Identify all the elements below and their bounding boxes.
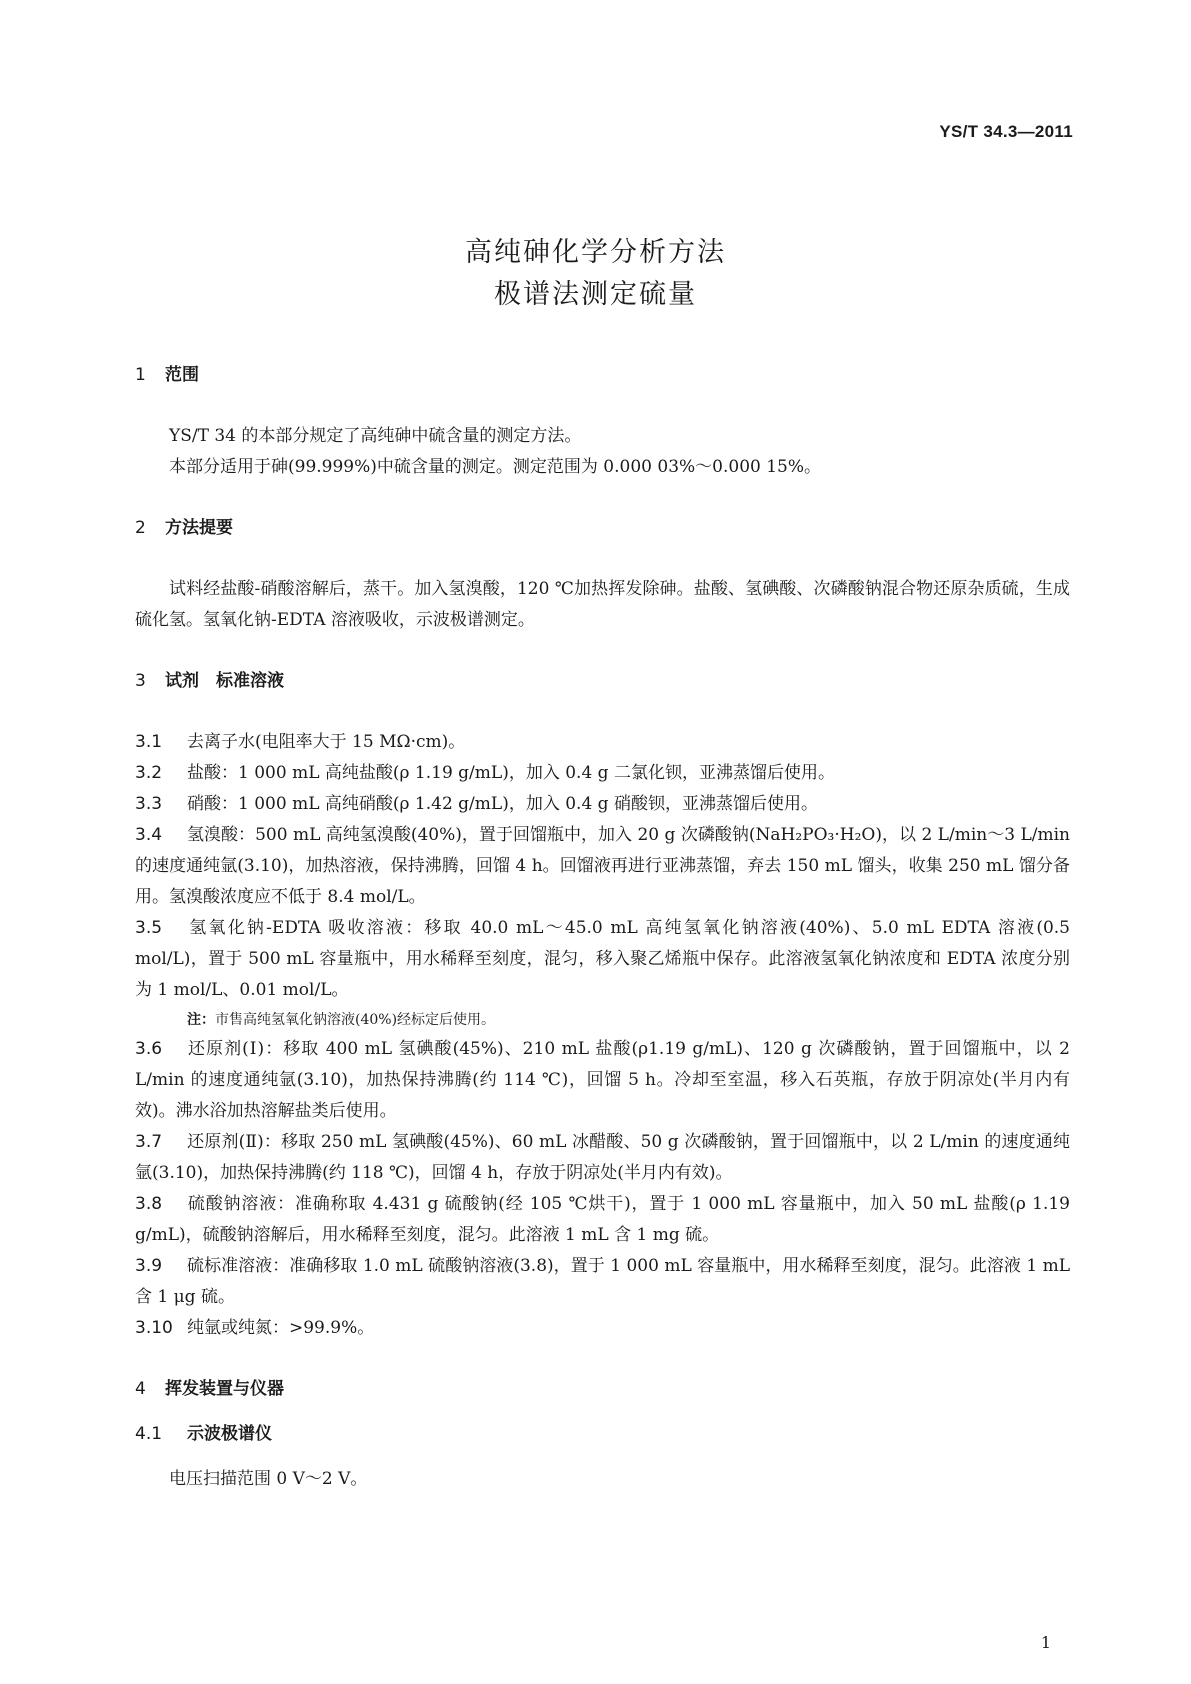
paragraph: YS/T 34 的本部分规定了高纯砷中硫含量的测定方法。 xyxy=(169,426,582,446)
reagent-item xyxy=(135,913,1070,1006)
paragraph: 本部分适用于砷(99.999%)中硫含量的测定。测定范围为 0.000 03%～0.000 15%。 xyxy=(169,457,822,477)
item-text: 纯氩或纯氮：>99.9%。 xyxy=(187,1318,375,1338)
reagent-item xyxy=(135,758,1070,789)
subsection-title: 示波极谱仪 xyxy=(187,1424,272,1444)
standard-code: YS/T 34.3—2011 xyxy=(939,122,1073,141)
item-number: 3.2 xyxy=(135,763,163,783)
item-text: 还原剂(Ⅰ)：移取 400 mL 氢碘酸(45%)、210 mL 盐酸(ρ1.19 g/mL)、120 g 次磷酸钠，置于回馏瓶中，以 2 L/min 的速度通纯氩(3.10)，加热保持沸腾(约 114 ℃)，回馏 5 h。冷却至室温，移入石英瓶，存放于阴凉处(半月内有效)。沸水浴加热溶解盐类后使用。 xyxy=(135,1039,1070,1121)
item-number: 3.5 xyxy=(135,918,163,938)
item-text: 还原剂(Ⅱ)：移取 250 mL 氢碘酸(45%)、60 mL 冰醋酸、50 g 次磷酸钠，置于回馏瓶中，以 2 L/min 的速度通纯氩(3.10)，加热保持沸腾(约 118 ℃)，回馏 4 h，存放于阴凉处(半月内有效)。 xyxy=(135,1132,1070,1183)
section-number: 3 xyxy=(135,671,146,691)
reagent-item xyxy=(135,1127,1070,1189)
page-number: 1 xyxy=(1040,1633,1051,1652)
item-number: 3.7 xyxy=(135,1132,163,1152)
reagent-item xyxy=(135,727,1070,758)
document-subtitle: 极谱法测定硫量 xyxy=(494,279,697,310)
section-heading-apparatus xyxy=(135,1374,1070,1405)
reagent-item xyxy=(135,789,1070,820)
item-text: 氢氧化钠-EDTA 吸收溶液：移取 40.0 mL～45.0 mL 高纯氢氧化钠溶液(40%)、5.0 mL EDTA 溶液(0.5 mol/L)，置于 500 mL 容量瓶中，用水稀释至刻度，混匀，移入聚乙烯瓶中保存。此溶液氢氧化钠浓度和 EDTA 浓度分别为 1 mol/L、0.01 mol/L。 xyxy=(135,918,1070,1000)
note-label: 注： xyxy=(187,1012,215,1028)
item-text: 氢溴酸：500 mL 高纯氢溴酸(40%)，置于回馏瓶中，加入 20 g 次磷酸钠(NaH₂PO₃·H₂O)，以 2 L/min～3 L/min 的速度通纯氩(3.10)，加热溶液，保持沸腾，回馏 4 h。回馏液再进行亚沸蒸馏，弃去 150 mL 馏头，收集 250 mL 馏分备用。氢溴酸浓度应不低于 8.4 mol/L。 xyxy=(135,825,1070,907)
subsection-number: 4.1 xyxy=(135,1424,163,1444)
item-text: 去离子水(电阻率大于 15 MΩ·cm)。 xyxy=(187,732,466,752)
section-title: 挥发装置与仪器 xyxy=(165,1379,284,1399)
item-text: 盐酸：1 000 mL 高纯盐酸(ρ 1.19 g/mL)，加入 0.4 g 二氯化钡，亚沸蒸馏后使用。 xyxy=(187,763,835,783)
section-number: 4 xyxy=(135,1379,146,1399)
subsection-heading-polarograph xyxy=(135,1419,1070,1450)
section-title: 范围 xyxy=(165,365,199,385)
section-title: 试剂 标准溶液 xyxy=(165,671,284,691)
reagent-item xyxy=(135,1034,1070,1127)
section-title: 方法提要 xyxy=(165,518,233,538)
item-number: 3.10 xyxy=(135,1318,173,1338)
reagent-item xyxy=(135,1313,1070,1344)
paragraph: 试料经盐酸-硝酸溶解后，蒸干。加入氢溴酸，120 ℃加热挥发除砷。盐酸、氢碘酸、次磷酸钠混合物还原杂质硫，生成硫化氢。氢氧化钠-EDTA 溶液吸收，示波极谱测定。 xyxy=(135,579,1070,630)
section-number: 2 xyxy=(135,518,146,538)
section-number: 1 xyxy=(135,365,146,385)
note xyxy=(135,1006,1070,1034)
item-text: 硝酸：1 000 mL 高纯硝酸(ρ 1.42 g/mL)，加入 0.4 g 硝酸钡，亚沸蒸馏后使用。 xyxy=(187,794,818,814)
section-heading-scope xyxy=(135,360,1070,391)
item-number: 3.4 xyxy=(135,825,163,845)
item-number: 3.9 xyxy=(135,1256,163,1276)
note-text: 市售高纯氢氧化钠溶液(40%)经标定后使用。 xyxy=(215,1012,496,1028)
section-heading-reagents xyxy=(135,666,1070,697)
paragraph: 电压扫描范围 0 V～2 V。 xyxy=(169,1469,368,1489)
item-number: 3.8 xyxy=(135,1194,163,1214)
reagent-item xyxy=(135,1251,1070,1313)
item-number: 3.1 xyxy=(135,732,163,752)
document-body xyxy=(135,360,1070,1495)
item-number: 3.6 xyxy=(135,1039,163,1059)
item-text: 硫酸钠溶液：准确称取 4.431 g 硫酸钠(经 105 ℃烘干)，置于 1 000 mL 容量瓶中，加入 50 mL 盐酸(ρ 1.19 g/mL)，硫酸钠溶解后，用水稀释至刻度，混匀。此溶液 1 mL 含 1 mg 硫。 xyxy=(135,1194,1070,1245)
reagent-item xyxy=(135,1189,1070,1251)
item-number: 3.3 xyxy=(135,794,163,814)
section-heading-principle xyxy=(135,513,1070,544)
document-title: 高纯砷化学分析方法 xyxy=(465,237,726,268)
reagent-item xyxy=(135,820,1070,913)
item-text: 硫标准溶液：准确移取 1.0 mL 硫酸钠溶液(3.8)，置于 1 000 mL 容量瓶中，用水稀释至刻度，混匀。此溶液 1 mL 含 1 μg 硫。 xyxy=(135,1256,1070,1307)
